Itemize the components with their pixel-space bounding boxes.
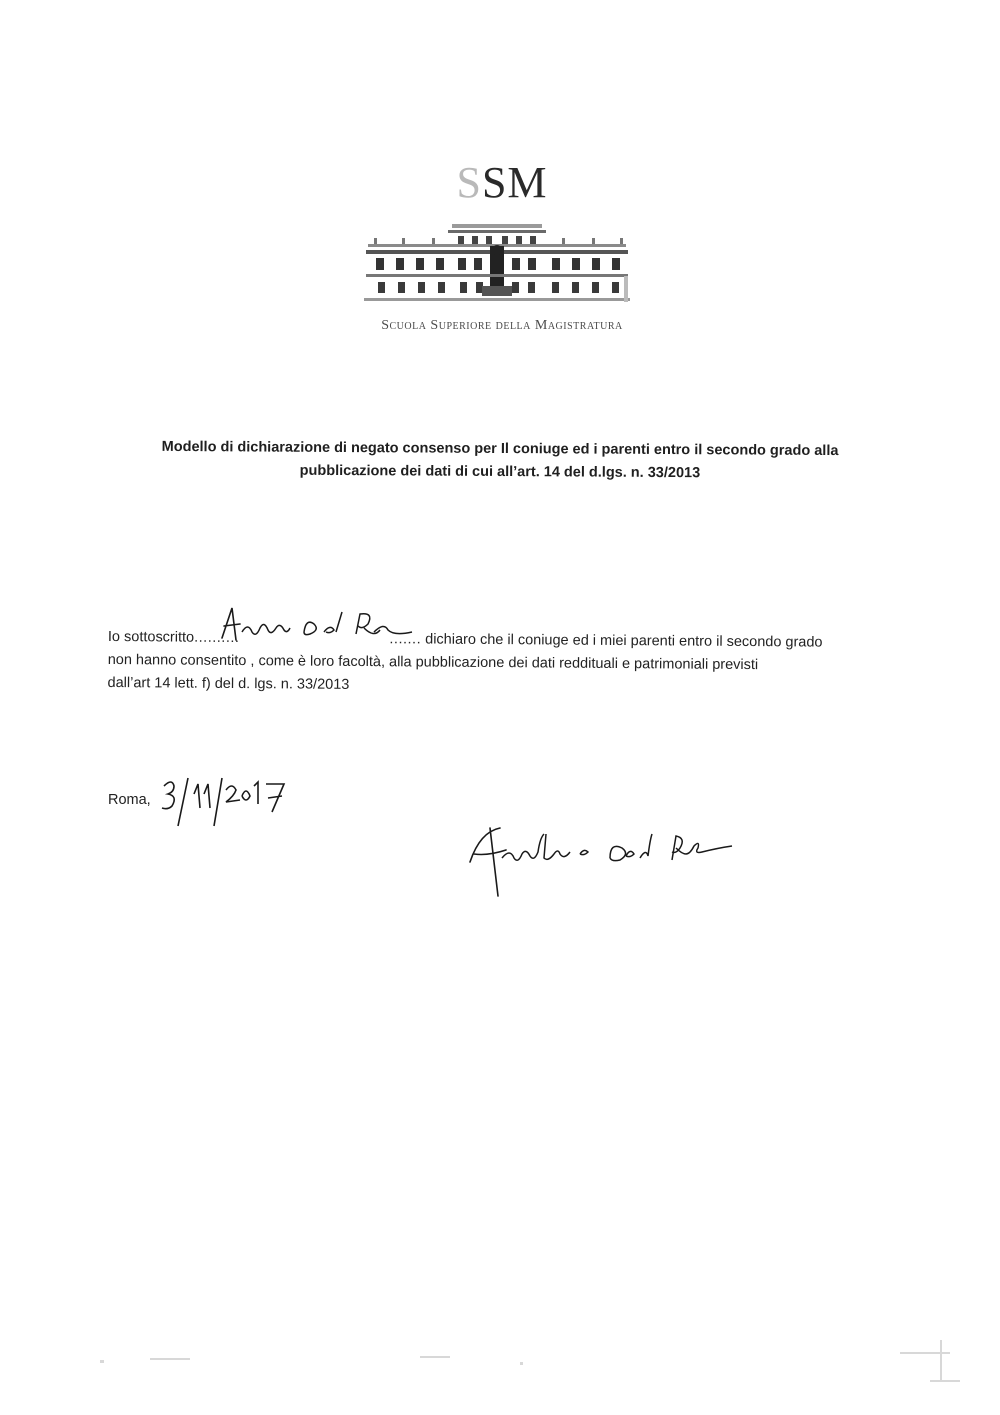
declaration-line-3: dall’art 14 lett. f) del d. lgs. n. 33/2013	[107, 674, 350, 693]
title-line-2: pubblicazione dei dati di cui all’art. 14 del d.lgs. n. 33/2013	[299, 462, 701, 482]
fill-dots-left: ..........	[194, 629, 240, 647]
declaration-line-1-rest: dichiaro che il coniuge ed i miei parenti entro il secondo grado	[421, 631, 823, 651]
handwritten-date	[160, 772, 295, 830]
inline-name-value	[239, 627, 389, 651]
scan-artifacts	[0, 1330, 1000, 1415]
title-line-1: Modello di dichiarazione di negato consenso per Il coniuge ed i parenti entro il secondo grado alla	[161, 438, 839, 460]
institution-name: Scuola Superiore della Magistratura	[381, 318, 623, 333]
logo-wordmark-main: SM	[481, 158, 548, 207]
place-label: Roma,	[108, 792, 151, 808]
handwritten-signature	[460, 818, 760, 898]
fill-dots-right: .......	[389, 631, 422, 648]
declaration-body	[107, 626, 868, 701]
building-illustration	[362, 216, 632, 308]
logo-wordmark	[352, 158, 652, 208]
logo-wordmark-faint: S	[456, 158, 482, 207]
declaration-line-2: non hanno consentito , come è loro facoltà, alla pubblicazione dei dati reddituali e patrimoniali previsti	[107, 651, 759, 674]
declaration-prefix: Io sottoscritto	[107, 628, 195, 646]
ssm-logo	[352, 158, 652, 348]
document-title	[100, 436, 900, 487]
